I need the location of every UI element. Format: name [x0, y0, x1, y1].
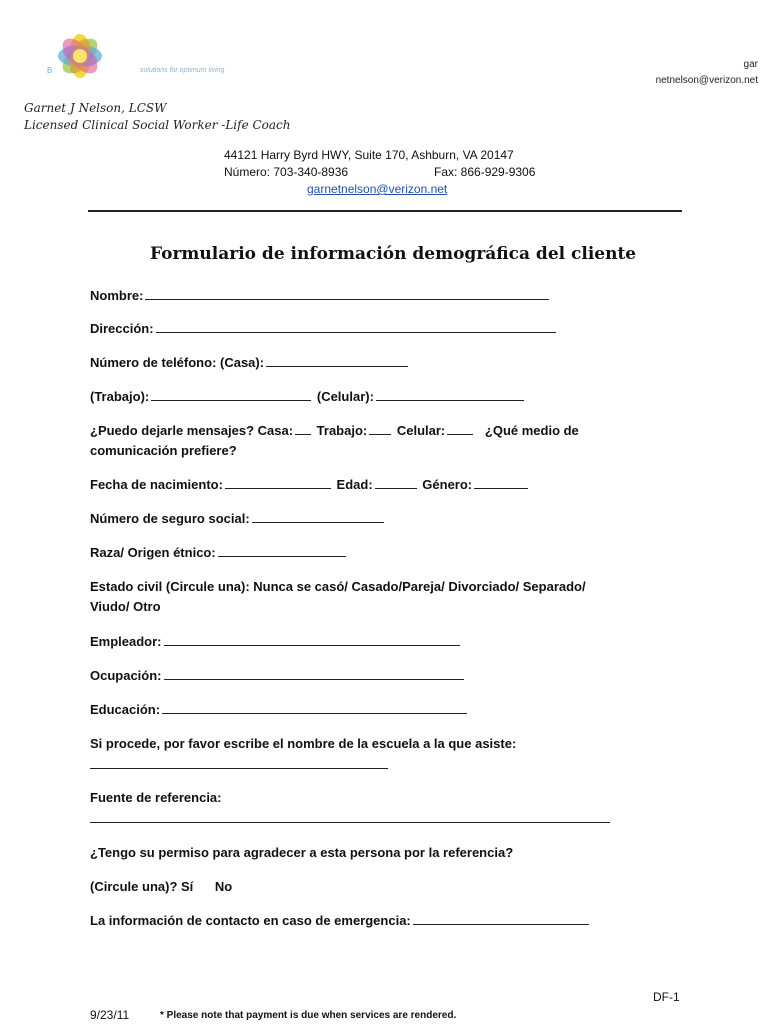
- input-direccion[interactable]: [156, 321, 556, 333]
- input-celular[interactable]: [376, 389, 524, 401]
- input-mensajes-trabajo[interactable]: [369, 423, 391, 435]
- field-telefono-casa: [90, 353, 410, 373]
- label-telefono-casa: Número de teléfono: (Casa):: [90, 355, 265, 370]
- label-mensajes-celular: Celular:: [396, 423, 446, 438]
- label-genero: Género:: [422, 477, 473, 492]
- label-medio-continuation: comunicación prefiere?: [90, 443, 237, 458]
- label-nombre: Nombre:: [90, 288, 144, 303]
- footer-date: 9/23/11: [90, 1008, 130, 1022]
- input-escuela[interactable]: [90, 768, 388, 769]
- contact-phone: Número: 703-340-8936: [224, 165, 349, 179]
- contact-address: 44121 Harry Byrd HWY, Suite 170, Ashburn, VA 20147: [224, 148, 514, 162]
- header-email-block: [656, 57, 758, 89]
- field-estado-civil-continuation: Viudo/ Otro: [90, 599, 161, 614]
- field-permiso: ¿Tengo su permiso para agradecer a esta persona por la referencia?: [90, 845, 514, 860]
- form-code: DF-1: [653, 990, 680, 1004]
- label-seguro-social: Número de seguro social:: [90, 511, 250, 526]
- logo-letters: B C: [47, 66, 85, 75]
- input-empleador[interactable]: [164, 634, 460, 646]
- label-empleador: Empleador:: [90, 634, 162, 649]
- logo: [22, 16, 237, 96]
- contact-email-link[interactable]: garnetnelson@verizon.net: [307, 182, 448, 196]
- field-ocupacion: [90, 666, 466, 686]
- label-ocupacion: Ocupación:: [90, 668, 162, 683]
- input-mensajes-casa[interactable]: [295, 423, 311, 435]
- field-empleador: [90, 632, 462, 652]
- practitioner-info: [24, 100, 291, 134]
- input-emergencia[interactable]: [413, 913, 589, 925]
- label-medio: ¿Qué medio de: [484, 423, 579, 438]
- input-seguro-social[interactable]: [252, 511, 384, 523]
- label-mensajes-trabajo: Trabajo:: [316, 423, 368, 438]
- header-email-line1: gar: [743, 59, 758, 70]
- logo-tagline: solutions for optimum living: [140, 67, 225, 74]
- header-email-line2: netnelson@verizon.net: [655, 75, 758, 86]
- input-telefono-casa[interactable]: [266, 355, 408, 367]
- input-educacion[interactable]: [162, 702, 467, 714]
- input-trabajo[interactable]: [151, 389, 311, 401]
- field-fecha-edad-genero: [90, 475, 530, 495]
- field-nombre: [90, 286, 551, 306]
- label-trabajo: (Trabajo):: [90, 389, 150, 404]
- field-estado-civil: Estado civil (Circule una): Nunca se casó/ Casado/Pareja/ Divorciado/ Separado/: [90, 579, 586, 594]
- field-mensajes: [90, 421, 579, 441]
- input-raza[interactable]: [218, 545, 346, 557]
- input-edad[interactable]: [375, 477, 417, 489]
- field-referencia: Fuente de referencia:: [90, 790, 222, 805]
- field-emergencia: [90, 911, 591, 931]
- header-divider: [88, 210, 682, 212]
- practitioner-name: Garnet J Nelson, LCSW: [24, 101, 167, 115]
- field-circule: [90, 877, 232, 897]
- field-raza: [90, 543, 348, 563]
- label-mensajes: ¿Puedo dejarle mensajes? Casa:: [90, 423, 294, 438]
- field-seguro-social: [90, 509, 386, 529]
- form-title: Formulario de información demográfica del cliente: [150, 244, 637, 264]
- contact-fax: Fax: 866-929-9306: [434, 165, 536, 179]
- field-direccion: [90, 319, 558, 339]
- option-no[interactable]: No: [214, 879, 233, 894]
- field-trabajo-celular: [90, 387, 526, 407]
- practitioner-title: Licensed Clinical Social Worker -Life Coach: [24, 118, 291, 132]
- input-ocupacion[interactable]: [164, 668, 464, 680]
- input-fecha-nacimiento[interactable]: [225, 477, 331, 489]
- input-nombre[interactable]: [145, 288, 549, 300]
- label-direccion: Dirección:: [90, 321, 154, 336]
- input-referencia[interactable]: [90, 822, 610, 823]
- option-si[interactable]: (Circule una)? Sí: [90, 879, 194, 894]
- label-educacion: Educación:: [90, 702, 161, 717]
- label-raza: Raza/ Origen étnico:: [90, 545, 216, 560]
- label-edad: Edad:: [336, 477, 373, 492]
- flower-logo-icon: [22, 16, 237, 96]
- footer-note: * Please note that payment is due when services are rendered.: [160, 1010, 457, 1021]
- label-fecha-nacimiento: Fecha de nacimiento:: [90, 477, 223, 492]
- field-escuela: Si procede, por favor escribe el nombre de la escuela a la que asiste:: [90, 736, 517, 751]
- input-mensajes-celular[interactable]: [447, 423, 473, 435]
- label-emergencia: La información de contacto en caso de emergencia:: [90, 913, 411, 928]
- field-educacion: [90, 700, 469, 720]
- label-celular: (Celular):: [316, 389, 374, 404]
- input-genero[interactable]: [474, 477, 528, 489]
